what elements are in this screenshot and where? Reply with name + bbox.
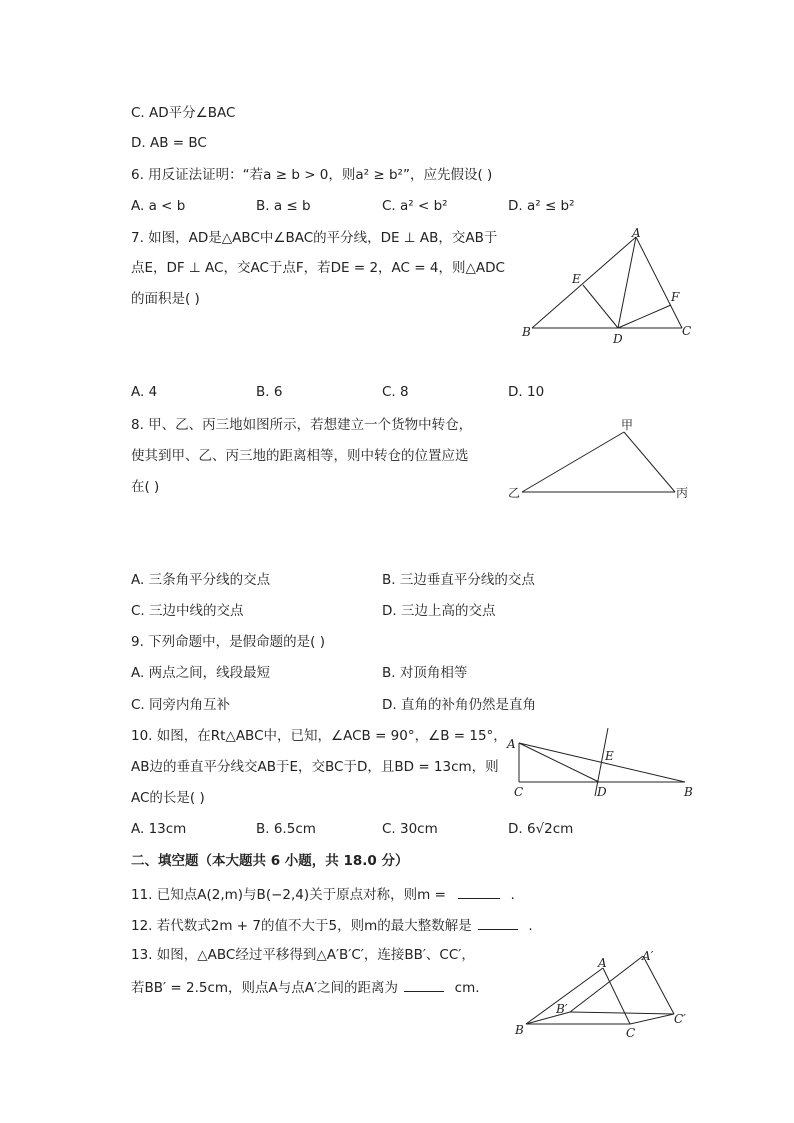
q13-answer-blank[interactable] <box>404 977 444 992</box>
q13-label-b-prime: B′ <box>556 1002 568 1016</box>
q13-triangle-prime-bc <box>570 1012 674 1014</box>
q10-option-c: C. 30cm <box>382 821 438 837</box>
q13-label-c-prime: C′ <box>674 1012 686 1026</box>
q13-figure <box>512 946 712 1042</box>
q11-answer-blank[interactable] <box>458 884 500 899</box>
q7-option-d: D. 10 <box>508 384 545 400</box>
q6-option-b: B. a ≤ b <box>256 198 311 214</box>
q12-stem-text: 12. 若代数式2m + 7的值不大于5，则m的最大整数解是 <box>131 918 472 934</box>
q13-label-b: B <box>515 1023 524 1037</box>
q12-stem-tail: . <box>528 918 533 934</box>
q7-label-d: D <box>613 332 623 346</box>
q7-figure <box>516 228 701 346</box>
q7-option-c: C. 8 <box>382 384 409 400</box>
q7-label-b: B <box>522 325 531 339</box>
q13-stem-line1: 13. 如图，△ABC经过平移得到△A′B′C′，连接BB′、CC′， <box>131 947 475 963</box>
q7-stem-line2: 点E，DF ⊥ AC，交AC于点F，若DE = 2，AC = 4，则△ADC <box>131 260 505 276</box>
q7-stem-line1: 7. 如图，AD是△ABC中∠BAC的平分线，DE ⊥ AB，交AB于 <box>131 230 498 246</box>
q7-label-e: E <box>572 272 581 286</box>
q10-segment-ad <box>519 743 599 782</box>
q8-option-c: C. 三边中线的交点 <box>131 603 244 619</box>
q12-answer-blank[interactable] <box>478 915 518 930</box>
q10-label-e: E <box>605 749 614 763</box>
q13-label-a: A <box>598 956 607 970</box>
q8-stem-line2: 使其到甲、乙、丙三地的距离相等，则中转仓的位置应选 <box>131 448 469 464</box>
q8-option-a: A. 三条角平分线的交点 <box>131 572 271 588</box>
q5-option-c: C. AD平分∠BAC <box>131 105 236 121</box>
q7-option-b: B. 6 <box>256 384 283 400</box>
q13-triangle-prime-ac <box>643 956 674 1014</box>
q11-stem <box>131 884 515 904</box>
q8-stem-line3: 在( ) <box>131 479 160 495</box>
q8-option-b: B. 三边垂直平分线的交点 <box>382 572 535 588</box>
q10-figure <box>504 724 699 802</box>
q7-label-f: F <box>671 290 680 304</box>
q8-figure <box>506 416 696 506</box>
q8-label-yi: 乙 <box>508 486 521 500</box>
q13-label-a-prime: A′ <box>642 949 654 963</box>
q7-label-a: A <box>632 226 641 240</box>
q8-side-jia-bing <box>624 432 675 492</box>
q8-label-bing: 丙 <box>676 486 689 500</box>
q7-stem-line3: 的面积是( ) <box>131 291 200 307</box>
q7-option-a: A. 4 <box>131 384 158 400</box>
q5-option-d: D. AB = BC <box>131 135 207 151</box>
q9-option-c: C. 同旁内角互补 <box>131 697 231 713</box>
q7-label-c: C <box>682 324 692 338</box>
section-heading-fill-in: 二、填空题（本大题共 6 小题，共 18.0 分） <box>131 853 409 869</box>
q9-option-d: D. 直角的补角仍然是直角 <box>382 697 536 713</box>
q13-segment-cc-prime <box>630 1014 674 1024</box>
q13-label-c: C <box>626 1026 636 1040</box>
q9-option-a: A. 两点之间，线段最短 <box>131 665 271 681</box>
q8-side-jia-yi <box>522 432 624 492</box>
q7-segment-df <box>618 305 671 328</box>
q10-option-b: B. 6.5cm <box>256 821 316 837</box>
q10-stem-line3: AC的长是( ) <box>131 790 205 806</box>
q13-stem-line2 <box>131 977 480 997</box>
q8-option-d: D. 三边上高的交点 <box>382 603 496 619</box>
q6-option-d: D. a² ≤ b² <box>508 198 575 214</box>
q10-label-d: D <box>597 785 607 799</box>
q12-stem <box>131 915 533 935</box>
q10-side-ab <box>519 743 685 782</box>
q10-option-d: D. 6√2cm <box>508 821 574 837</box>
q6-stem: 6. 用反证法证明：“若a ≥ b > 0，则a² ≥ b²”，应先假设( ) <box>131 167 493 183</box>
q6-option-c: C. a² < b² <box>382 198 448 214</box>
q10-option-a: A. 13cm <box>131 821 187 837</box>
q8-stem-line1: 8. 甲、乙、丙三地如图所示，若想建立一个货物中转仓， <box>131 417 473 433</box>
q9-option-b: B. 对顶角相等 <box>382 665 468 681</box>
q11-stem-text: 11. 已知点A(2,m)与B(−2,4)关于原点对称，则m = <box>131 887 446 903</box>
q13-stem-tail: cm. <box>454 980 480 996</box>
q7-segment-de <box>583 285 618 328</box>
q10-stem-line2: AB边的垂直平分线交AB于E，交BC于D，且BD = 13cm，则 <box>131 759 499 775</box>
q9-stem: 9. 下列命题中，是假命题的是( ) <box>131 634 325 650</box>
q10-label-c: C <box>514 785 524 799</box>
q10-stem-line1: 10. 如图，在Rt△ABC中，已知，∠ACB = 90°，∠B = 15°， <box>131 728 507 744</box>
q11-stem-tail: . <box>510 887 515 903</box>
q7-side-ac <box>636 237 682 328</box>
q10-label-a: A <box>507 737 516 751</box>
q10-label-b: B <box>684 785 693 799</box>
q6-option-a: A. a < b <box>131 198 186 214</box>
q13-stem-line2-text: 若BB′ = 2.5cm，则点A与点A′之间的距离为 <box>131 980 399 996</box>
q8-label-jia: 甲 <box>621 418 634 432</box>
